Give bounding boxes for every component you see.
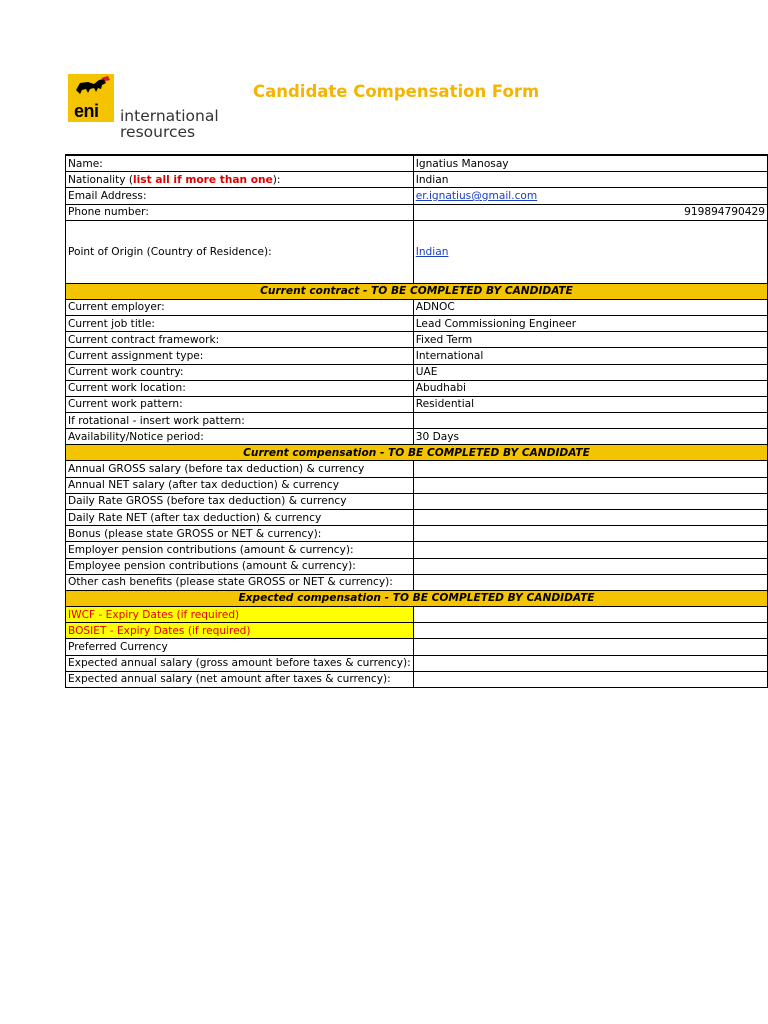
phone-field[interactable]: 919894790429 bbox=[413, 204, 767, 220]
form-row bbox=[66, 348, 768, 364]
iwcf-label: IWCF - Expiry Dates (if required) bbox=[66, 606, 414, 622]
row-label: Current work pattern: bbox=[66, 396, 414, 412]
form-row bbox=[66, 542, 768, 558]
row-field[interactable] bbox=[413, 671, 767, 687]
form-row bbox=[66, 623, 768, 639]
row-label: Bonus (please state GROSS or NET & currency): bbox=[66, 526, 414, 542]
logo-line-2: resources bbox=[120, 123, 196, 141]
row-field[interactable] bbox=[413, 493, 767, 509]
iwcf-field[interactable] bbox=[413, 606, 767, 622]
form-row bbox=[66, 606, 768, 622]
section-heading: Current compensation - TO BE COMPLETED BY CANDIDATE bbox=[66, 445, 768, 461]
row-field[interactable] bbox=[413, 526, 767, 542]
bosiet-label: BOSIET - Expiry Dates (if required) bbox=[66, 623, 414, 639]
form-row bbox=[66, 429, 768, 445]
form-row bbox=[66, 364, 768, 380]
form-row bbox=[66, 299, 768, 315]
origin-link[interactable]: Indian bbox=[415, 245, 449, 258]
form-row bbox=[66, 332, 768, 348]
section-current-compensation bbox=[66, 445, 768, 461]
logo-tagline bbox=[120, 108, 219, 140]
row-field[interactable] bbox=[413, 510, 767, 526]
row-label: Current job title: bbox=[66, 315, 414, 331]
row-field[interactable]: Abudhabi bbox=[413, 380, 767, 396]
form-row bbox=[66, 477, 768, 493]
row-field[interactable]: Residential bbox=[413, 396, 767, 412]
row-field[interactable]: Lead Commissioning Engineer bbox=[413, 315, 767, 331]
form-row-email bbox=[66, 188, 768, 204]
name-field[interactable]: Ignatius Manosay bbox=[413, 155, 767, 172]
form-row-origin bbox=[66, 220, 768, 283]
row-label: Daily Rate NET (after tax deduction) & currency bbox=[66, 510, 414, 526]
row-label: Current work country: bbox=[66, 364, 414, 380]
row-field[interactable] bbox=[413, 461, 767, 477]
email-link[interactable]: er.ignatius@gmail.com bbox=[415, 189, 538, 202]
row-label: Employer pension contributions (amount & currency): bbox=[66, 542, 414, 558]
nationality-label bbox=[66, 172, 414, 188]
row-label: Other cash benefits (please state GROSS or NET & currency): bbox=[66, 574, 414, 590]
row-field[interactable] bbox=[413, 574, 767, 590]
section-heading: Expected compensation - TO BE COMPLETED BY CANDIDATE bbox=[66, 590, 768, 606]
form-row bbox=[66, 639, 768, 655]
row-label: Daily Rate GROSS (before tax deduction) & currency bbox=[66, 493, 414, 509]
row-label: Expected annual salary (net amount after taxes & currency): bbox=[66, 671, 414, 687]
form-row bbox=[66, 413, 768, 429]
row-label: Employee pension contributions (amount & currency): bbox=[66, 558, 414, 574]
origin-field[interactable] bbox=[413, 220, 767, 283]
form-row bbox=[66, 315, 768, 331]
email-label: Email Address: bbox=[66, 188, 414, 204]
row-label: Annual GROSS salary (before tax deduction) & currency bbox=[66, 461, 414, 477]
form-row bbox=[66, 526, 768, 542]
row-field[interactable] bbox=[413, 413, 767, 429]
form-row bbox=[66, 380, 768, 396]
form-row bbox=[66, 493, 768, 509]
bosiet-field[interactable] bbox=[413, 623, 767, 639]
form-row bbox=[66, 510, 768, 526]
row-field[interactable]: Fixed Term bbox=[413, 332, 767, 348]
logo-wordmark: eni bbox=[74, 101, 99, 121]
form-row-phone bbox=[66, 204, 768, 220]
form-row bbox=[66, 655, 768, 671]
row-field[interactable] bbox=[413, 639, 767, 655]
name-label: Name: bbox=[66, 155, 414, 172]
row-field[interactable]: ADNOC bbox=[413, 299, 767, 315]
form-row bbox=[66, 574, 768, 590]
row-field[interactable]: UAE bbox=[413, 364, 767, 380]
section-expected-compensation bbox=[66, 590, 768, 606]
row-label: Current work location: bbox=[66, 380, 414, 396]
form-row-nationality bbox=[66, 172, 768, 188]
logo-line-1: international bbox=[120, 107, 219, 125]
nationality-field[interactable]: Indian bbox=[413, 172, 767, 188]
section-current-contract bbox=[66, 283, 768, 299]
six-legged-dog-icon bbox=[68, 74, 114, 122]
row-field[interactable] bbox=[413, 558, 767, 574]
row-field[interactable] bbox=[413, 655, 767, 671]
row-field[interactable]: 30 Days bbox=[413, 429, 767, 445]
compensation-form-table bbox=[65, 154, 768, 688]
row-label: Annual NET salary (after tax deduction) & currency bbox=[66, 477, 414, 493]
row-label: Preferred Currency bbox=[66, 639, 414, 655]
row-field[interactable]: International bbox=[413, 348, 767, 364]
form-row bbox=[66, 396, 768, 412]
row-label: Current employer: bbox=[66, 299, 414, 315]
nationality-label-suffix: ): bbox=[272, 173, 281, 186]
origin-label: Point of Origin (Country of Residence): bbox=[66, 220, 414, 283]
phone-label: Phone number: bbox=[66, 204, 414, 220]
form-row-name bbox=[66, 155, 768, 172]
email-field[interactable] bbox=[413, 188, 767, 204]
row-label: Current assignment type: bbox=[66, 348, 414, 364]
form-row bbox=[66, 671, 768, 687]
row-field[interactable] bbox=[413, 477, 767, 493]
company-logo bbox=[66, 70, 236, 145]
form-row bbox=[66, 461, 768, 477]
section-heading: Current contract - TO BE COMPLETED BY CANDIDATE bbox=[66, 283, 768, 299]
row-label: Current contract framework: bbox=[66, 332, 414, 348]
page-title: Candidate Compensation Form bbox=[253, 82, 540, 101]
nationality-label-prefix: Nationality ( bbox=[68, 173, 134, 186]
form-row bbox=[66, 558, 768, 574]
nationality-note: list all if more than one bbox=[133, 173, 273, 186]
row-label: Availability/Notice period: bbox=[66, 429, 414, 445]
row-label: If rotational - insert work pattern: bbox=[66, 413, 414, 429]
row-field[interactable] bbox=[413, 542, 767, 558]
row-label: Expected annual salary (gross amount before taxes & currency): bbox=[66, 655, 414, 671]
